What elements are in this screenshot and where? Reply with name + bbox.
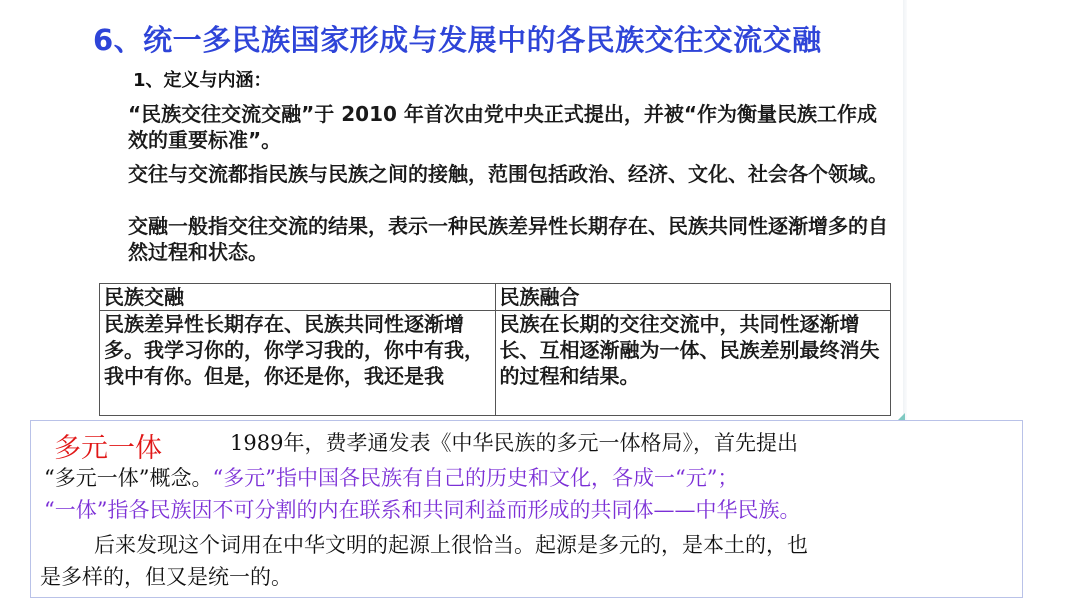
note-highlight-line: “一体”指各民族因不可分割的内在联系和共同利益而形成的共同体——中华民族。 xyxy=(44,498,801,522)
note-line xyxy=(44,463,738,493)
note-highlight-text: “多元”指中国各民族有自己的历史和文化，各成一“元”； xyxy=(212,466,739,490)
exchange-paragraph: 交往与交流都指民族与民族之间的接触，范围包括政治、经济、文化、社会各个领域。 xyxy=(128,162,888,186)
table-header-row xyxy=(100,284,891,311)
note-text: “多元一体”概念。 xyxy=(44,466,213,490)
table-cell: 民族在长期的交往交流中，共同性逐渐增长、互相逐渐融为一体、民族差别最终消失的过程和结果。 xyxy=(495,311,891,416)
note-line: 后来发现这个词用在中华文明的起源上很恰当。起源是多元的，是本土的，也 xyxy=(94,533,808,557)
note-line: 1989年，费孝通发表《中华民族的多元一体格局》，首先提出 xyxy=(230,431,798,455)
definition-paragraph: “民族交往交流交融”于 2010 年首次由党中央正式提出，并被“作为衡量民族工作成效的重要标准”。 xyxy=(128,102,878,152)
table-header-cell: 民族融合 xyxy=(495,284,891,311)
table-header-cell: 民族交融 xyxy=(100,284,496,311)
comparison-table xyxy=(99,283,891,416)
note-line: 是多样的，但又是统一的。 xyxy=(40,565,292,589)
note-term: 多元一体 xyxy=(54,433,162,464)
integration-paragraph: 交融一般指交往交流的结果，表示一种民族差异性长期存在、民族共同性逐渐增多的自然过程和状态。 xyxy=(128,214,888,264)
table-row xyxy=(100,311,891,416)
section-subheading: 1、定义与内涵： xyxy=(133,70,272,91)
slide-edge-strip xyxy=(903,0,907,420)
table-cell: 民族差异性长期存在、民族共同性逐渐增多。我学习你的，你学习我的，你中有我，我中有你。但是，你还是你，我还是我 xyxy=(100,311,496,416)
slide-title: 6、统一多民族国家形成与发展中的各民族交往交流交融 xyxy=(93,23,822,57)
